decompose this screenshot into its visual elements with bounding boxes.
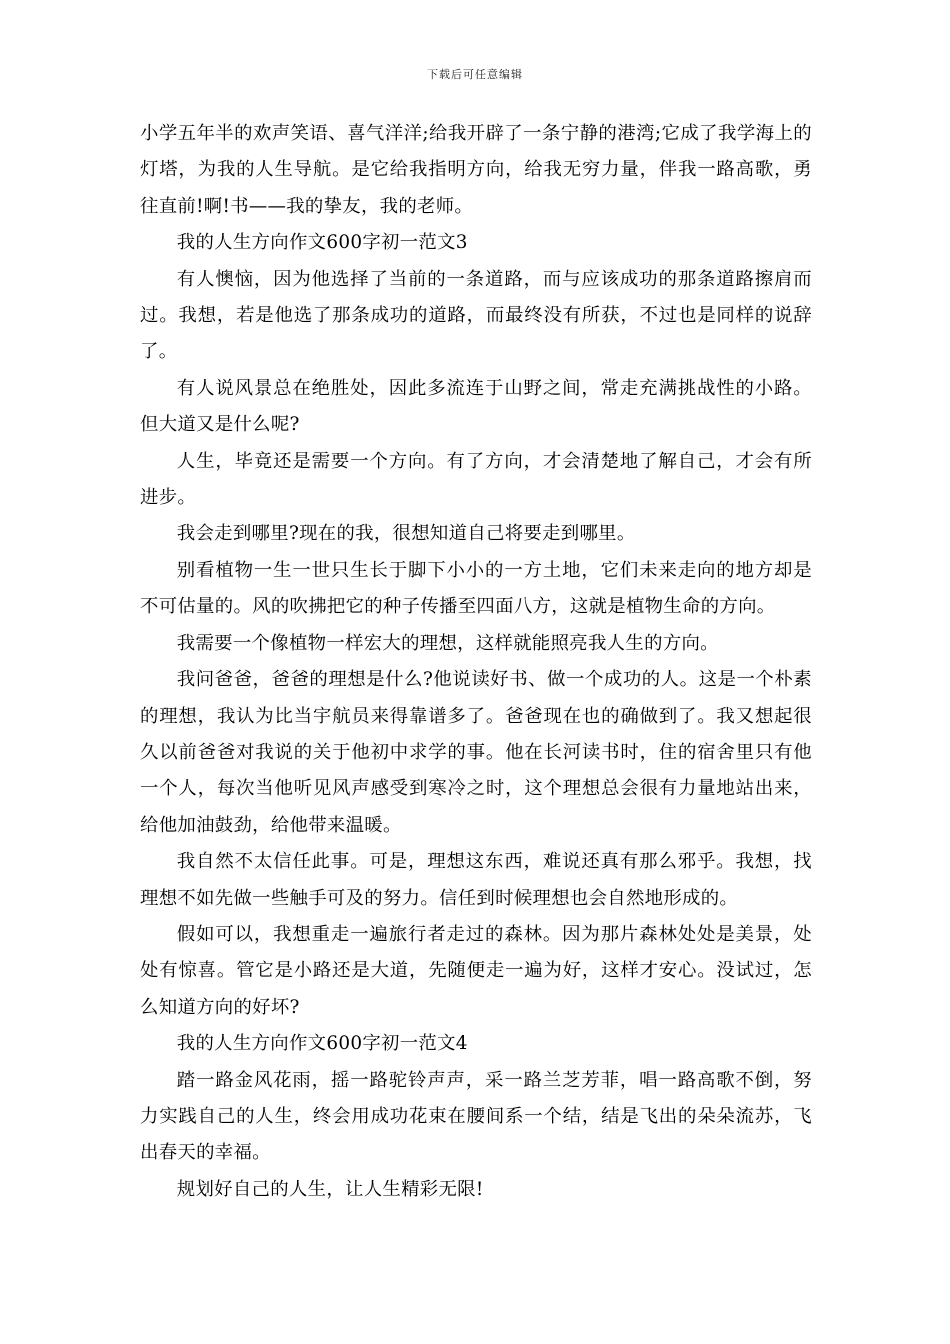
paragraph: 踏一路金风花雨，摇一路驼铃声声，采一路兰芝芳菲，唱一路高歌不倒，努力实践自己的人生，终会用成功花束在腰间系一个结，结是飞出的朵朵流苏，飞出春天的幸福。 xyxy=(140,1069,812,1164)
page-header: 下载后可任意编辑 xyxy=(427,68,523,81)
section-heading: 我的人生方向作文600字初一范文4 xyxy=(176,1033,468,1055)
paragraph: 我问爸爸，爸爸的理想是什么?他说读好书、做一个成功的人。这是一个朴素的理想，我认为比当宇航员来得靠谱多了。爸爸现在也的确做到了。我又想起很久以前爸爸对我说的关于他初中求学的事。他在长河读书时，住的宿舍里只有他一个人，每次当他听见风声感受到寒冷之时，这个理想总会很有力量地站出来，给他加油鼓劲，给他带来温暖。 xyxy=(140,669,812,836)
paragraph: 人生，毕竟还是需要一个方向。有了方向，才会清楚地了解自己，才会有所进步。 xyxy=(140,450,812,509)
section-heading: 我的人生方向作文600字初一范文3 xyxy=(176,232,468,254)
paragraph: 规划好自己的人生，让人生精彩无限! xyxy=(176,1178,484,1200)
paragraph: 有人懊恼，因为他选择了当前的一条道路，而与应该成功的那条道路擦肩而过。我想，若是他选了那条成功的道路，而最终没有所获，不过也是同样的说辞了。 xyxy=(140,268,812,363)
paragraph: 我需要一个像植物一样宏大的理想，这样就能照亮我人生的方向。 xyxy=(176,632,719,654)
paragraph: 别看植物一生一世只生长于脚下小小的一方土地，它们未来走向的地方却是不可估量的。风的吹拂把它的种子传播至四面八方，这就是植物生命的方向。 xyxy=(140,559,812,618)
paragraph: 假如可以，我想重走一遍旅行者走过的森林。因为那片森林处处是美景，处处有惊喜。管它是小路还是大道，先随便走一遍为好，这样才安心。没试过，怎么知道方向的好坏? xyxy=(140,923,812,1018)
document-body xyxy=(140,116,812,1208)
paragraph: 我会走到哪里?现在的我，很想知道自己将要走到哪里。 xyxy=(176,523,636,545)
paragraph: 我自然不太信任此事。可是，理想这东西，难说还真有那么邪乎。我想，找理想不如先做一些触手可及的努力。信任到时候理想也会自然地形成的。 xyxy=(140,851,812,909)
paragraph: 小学五年半的欢声笑语、喜气洋洋;给我开辟了一条宁静的港湾;它成了我学海上的灯塔，为我的人生导航。是它给我指明方向，给我无穷力量，伴我一路高歌，勇往直前!啊!书——我的挚友，我的老师。 xyxy=(140,123,812,217)
paragraph: 有人说风景总在绝胜处，因此多流连于山野之间，常走充满挑战性的小路。但大道又是什么呢? xyxy=(140,377,812,436)
